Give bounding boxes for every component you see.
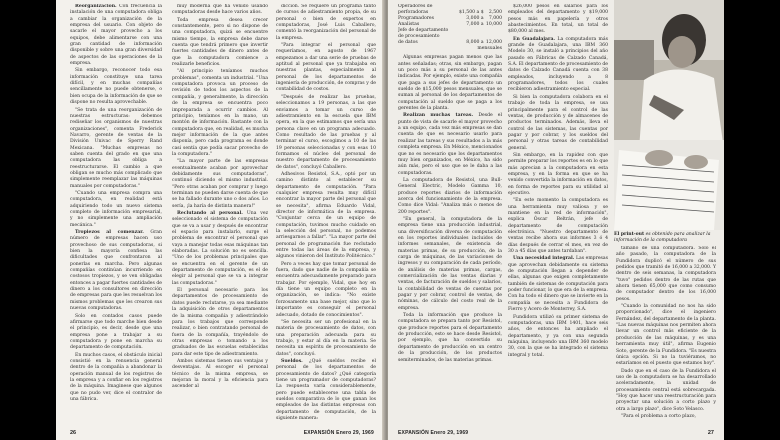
article-paragraph: [70, 314, 162, 352]
article-paragraph: [508, 37, 608, 94]
paragraph-text: muy moderna que ha venido usando computadoras desde hace varios años.: [172, 4, 268, 16]
salary-cell: Operadores de: [398, 4, 433, 9]
paragraph-text: ¿Qué sueldos recibe el personal de los departamentos de procesamiento de datos? ¿Qué categoría tiene un programador de computadoras? La respuesta varía considerablemente, pero puede establecerse una tabla de sueldos comparativa de lo que ganan los empleados de las distintas empresas con departamento de computación, de la siguiente manera:: [276, 358, 376, 421]
article-paragraph: [172, 159, 268, 210]
salary-cell: 3,000 a: [466, 16, 484, 21]
article-paragraph: [508, 95, 608, 152]
article-paragraph: [616, 369, 716, 413]
article-paragraph: [70, 4, 162, 67]
right-column-3: [616, 246, 716, 422]
paragraph-text: En muchos casos, el obstáculo inicial consistió en la renuencia general dentro de la compañía a abandonar la operación manual de los registros de la empresa y a confiar en los registros de la máquina. Imaginese que algunos que no pudo ver, dice el contralor de una fábrica.: [70, 352, 162, 402]
left-column-3: [276, 4, 376, 422]
article-paragraph: [172, 288, 268, 358]
article-paragraph: [508, 315, 608, 359]
caption-title: El print-out: [614, 232, 645, 237]
article-paragraph: [70, 353, 162, 404]
paragraph-text: Toda la información que produce la computadora se prepara tanto por Resistol, que produce reportes para el departamento de producción, esto se hace desde Resistol, por ejemplo, que ha convertido su departamento de producción en un centro de la producción, de los productos semiterminados, de las materias primas.: [398, 313, 502, 363]
left-page-number: 26: [70, 430, 77, 436]
paragraph-text: dicción. Se requiere un programa tanto de cursos de adiestramiento propia, de su personal o bien de expertos en computadoras, José Luis Caballero, comentó la reorganización del personal de la empresa.: [276, 4, 376, 41]
article-paragraph: [616, 246, 716, 303]
paragraph-text: Ambos sistemas tienen sus ventajas y desventajas. Al escoger el personal técnico de la misma empresa, se mejoran la moral y la eficiencia para ascender al: [172, 358, 268, 390]
salary-cell: Analistas: [398, 22, 420, 27]
paragraph-text: "En general, la computadora de la empresa tiene una producción industrial, una diversificación diversa de computación en los reportes individuales incluidos de informes semanales, de existencia de materias primas, de su producción, de la carga de máquinas, de las variaciones de ingresos y su comparación de cada período, de análisis de materias primas, cargas, comercialización de las ventas diarias y ventas, de facturación de sueldos y salarios, la contabilidad de ventas de cuentas por pagar y por cobrar, control de ventas, de nóminas, de cálculo del costo real de la empresa.: [398, 216, 502, 311]
paragraph-text: Dado que en el caso de la Fundidora el uso de la computadora se ha desarrollado aceleradamente, la unidad de procesamiento central está sobrecargada. "Hoy que hacer una reestructuración para proyectar una solución a corto plazo y otra a largo plazo", dice Soto Velasco.: [616, 368, 716, 412]
salary-cell: Programadores: [398, 16, 435, 21]
article-paragraph: [70, 108, 162, 190]
article-paragraph: [70, 191, 162, 229]
salary-table-note: mensuales: [477, 46, 502, 51]
paragraph-lead: Reclutando al personal.: [177, 211, 247, 216]
salary-cell: 7,000: [488, 16, 502, 21]
salary-cell: de datos: [398, 40, 418, 45]
paragraph-text: Sin embargo, en la rapidez con que permite preparar los reportes es en lo que más aprecian a la computadora en esta empresa, y en la forma en que se ha venido convertida la información en datos, en forma de reportes para su utilidad al ejecutivo.: [508, 152, 608, 196]
paragraph-lead: En Guadalajara.: [513, 36, 558, 42]
article-paragraph: [398, 217, 502, 312]
article-paragraph: [276, 43, 376, 94]
article-paragraph: [508, 256, 608, 313]
article-paragraph: [172, 4, 268, 17]
caption-text: es obtenido para analizar la información de la computadora: [614, 232, 711, 243]
article-paragraph: [398, 113, 502, 176]
photo-caption: [614, 232, 722, 244]
article-paragraph: [70, 230, 162, 312]
paragraph-text: Si bien la computadora colabora en el trabajo de toda la empresa, se usa principalmente para el control de las ventas, de producción y de almacenes de productos terminados. Además, lleva el control de las sistemas, las cuentas por pagar y por cobrar, y los sueldos del personal y otras tareas de contabilidad general.: [508, 94, 608, 151]
left-footer: EXPANSIÓN Enero 29, 1969: [303, 430, 374, 436]
article-paragraph: [398, 55, 502, 112]
article-paragraph: [508, 198, 608, 255]
paragraph-lead: Sueldos.: [281, 358, 310, 364]
paragraph-lead: Tropiezos al comenzar.: [75, 230, 151, 236]
paragraph-lead: Realizan muchas tareas.: [403, 113, 479, 119]
salary-cell: perforadoras: [398, 10, 429, 15]
salary-cell: de procesamiento: [398, 34, 440, 39]
salary-cell: $1,500 a $: [458, 10, 484, 15]
salary-cell: 8,000 a: [466, 40, 484, 45]
paragraph-text: Gran número de empresas hacen uso provechoso de sus computadoras, si bien la mayoría confiesa las dificultades que confrontaron al ponerlas en marcha. Pero algunas compañías continúan incurriendo en costosos tropiezos, y se ven obligadas entonces a pagar fuertes cantidades de dinero a los consultores en dirección de empresas para que les resuelvan los mismos problemas que les crearon sus nuevas computadoras.: [70, 230, 162, 312]
paragraph-text: La computadora de Resistol, una Bull-General Electric, Modelo Gamma 10, produce reportes diarios de información acerca del funcionamiento de la empresa. Como dice Vidal: "Analiza más o menos de 200 reportes".: [398, 177, 502, 215]
article-paragraph: [172, 211, 268, 287]
paragraph-text: "La mayor parte de las empresas eventualmente acaban por aprovechar debidamente sus computadoras", continuó diciendo el mismo industrial. "Pero otras acaban por comprar y luego terminan no pueden darse cuenta de que se ha fallado durante uno o dos años. Lo sería, ¡la haría de distinta manera!": [172, 159, 268, 209]
article-paragraph: [398, 313, 502, 364]
paragraph-text: El personal necesario para los departamentos de procesamiento de datos puede reclutarse, ya sea mediante la adquisición de otros departamentos de la misma compañía y adiestrándolo para los trabajos que corresponde realizar, o bien contratando personal de fuera de la compañía, trayéndolo de otras empresas o tomando a los graduados de las escuelas establecidas para dar este tipo de adiestramiento.: [172, 288, 268, 357]
paragraph-text: Pero a veces hay que tomar personal de fuera, dado que nadie de la compañía se encuentra adecuadamente preparado para trabajar. Por ejemplo, Vidal, que hoy en día tiene un equipo completo en la organización, se indica: "No existe forzosamente una base mejor, sino que lo importante es conseguir el personal adecuado, dotado de conocimientos".: [276, 261, 376, 318]
paragraph-text: "Cuando la comunidad no nos ha sido proporcionado", dice el ingeniero Fernández, del departamento de la planta. "Las nuevas máquinas nos permiten ahora llevar un control más eficiente de la producción de las máquinas, y es una herramienta muy útil", afirma Eugenio Soto, gerente de la Fundidora. "Es nuestra única opción. Si no la tuviéramos, no estaríamos en el puesto que estamos hoy".: [616, 304, 716, 367]
right-column-1: [398, 4, 502, 422]
article-paragraph: [276, 262, 376, 319]
right-page-number: 27: [707, 430, 714, 436]
paragraph-text: "Para integrar el personal que requeríamos, en agosto de 1967 empezamos a dar una serie de pruebas de aptitud al personal que ya trabajaba en nuestras plantas, especialmente al personal de los departamentos de ingeniería de producción, de compras y de contabilidad de costos.: [276, 43, 376, 93]
article-paragraph: [616, 304, 716, 367]
paragraph-text: Adhesivos Resistol, S.A., optó por un camino distinto al establecer su departamento de computación. "Para cualquier empresa resulta muy difícil encontrar la mayor parte del personal que se necesita", afirma Eduardo Vidal, director de informática de la empresa. "Conjuntar cerca de un equipo de computación, tuvimos mucho cuidado en la selección del personal, no podemos arriesgarnos a fallar". "La mayor parte del personal de programación fue reclutado entre todas las áreas de la empresa, y algunos vinieron del Instituto Politécnico.": [276, 171, 376, 260]
article-paragraph: [508, 153, 608, 197]
paragraph-text: Toda empresa desea crecer constantemente, pero si no dispone de una computadora, quizá se encuentre mismo tiempo, la empresa debe darse cuenta que tendrá primero que invertir fuertes cantidades de dinero antes de que la computadora comience a realizarle beneficios.: [172, 17, 268, 68]
article-paragraph: [276, 359, 376, 422]
article-paragraph: [616, 414, 716, 420]
article-paragraph: [172, 18, 268, 69]
paragraph-text: Desde el punto de vista de sacarle el mayor provecho a un equipo, cada vez más empresas se dan cuenta de que es necesario usarlo para realizar las tareas y sus resultados a la más completa empresa. En México, mencionados que no es necesario que los departamentos muy bien organizados, en México, ha sido aún más, pero el uso que se le daba a las computadoras.: [398, 113, 502, 176]
paragraph-text: Con frecuencia la instalación de una computadora obliga a cambiar la organización de la empresa del usuario. Con objeto de sacarle el mayor provecho a los equipos, debe alimentarse con una gran cantidad de información disponible y sobre una gran diversidad de aspectos de las operaciones de la empresa.: [70, 4, 162, 67]
article-paragraph: [172, 69, 268, 158]
paragraph-text: Una vez seleccionado el sistema de computación que se va a usar y después de encontrar el espacio para instalarlo, surge el problema de encontrar el personal que vaya a manejar todas esas máquinas tan elaboradas. La solución no es sencilla. "Uno de los problemas principales que se encuentra en el gerente de un departamento de computación, es el de elegir al personal que se va a integrar las computadoras.": [172, 211, 268, 286]
paragraph-text: Solo en contados casos puede afirmarse que todo marche bien desde el principio, es decir, desde que una empresa pone a trabajar a su computadora y pone en marcha su departamento de computación.: [70, 313, 162, 351]
salary-cell: 7,000 a: [466, 22, 484, 27]
article-paragraph: [276, 95, 376, 171]
paragraph-text: $26,000 pesos en salarios para los empleados del departamento y $19,000 pesos más en papelería y otros abastecimientos. En total, un total de $80,000 al mes.: [508, 4, 608, 35]
paragraph-text: La computadora más grande de Guadalajara, una IBM 360 Modelo 30, se instaló a principios del año pasado en Fábricas de Calzado Canadá, S.A. El departamento de procesamiento de datos de Calzado Canadá cuenta con 38 empleados, incluyendo a 8 programadores, todos los cuales recibieron adiestramiento especial.: [508, 36, 608, 93]
left-column-1: [70, 4, 162, 422]
article-paragraph: [276, 320, 376, 358]
paragraph-text: Sin embargo, reconocer todo esa información constituye una tarea difícil, y en muchas compañías sencillamente no puede obtenerse, o bien ocupa de la información de que se dispone no resulta aprovechable.: [70, 68, 162, 106]
article-paragraph: [276, 172, 376, 261]
paragraph-text: "Para el problema a corto plazo,: [621, 413, 696, 419]
salary-table: [398, 4, 502, 46]
article-paragraph: [398, 178, 502, 216]
article-paragraph: [172, 359, 268, 391]
salary-cell: 2,500: [488, 10, 502, 15]
paragraph-lead: Reorganización.: [75, 4, 120, 9]
paragraph-text: "Se trata de una reorganización de nuestras estructuras: debemos rediseñar los organismos de nuestras organizaciones", comenta Frederick Navarro, gerente de ventas de la División Univac de Sperry Rand Mexicana. "Muchas empresas no saben cuenta del grado en que una computadora las obliga a reestructurarse. El cambio a que obligan se mucho más complicado que simplemente reemplazar las máquinas manuales por computadoras.": [70, 107, 162, 189]
paragraph-text: Algunas empresas pagan menos que las antes señaladas; otras, sin embargo, pagan un poco más a su personal de las antes indicadas. Por ejemplo, existe una compañía que paga a sus jefes de departamento un sueldo de $15,000 pesos mensuales, que se suman al personal de los departamentos de computación al sueldo que se paga a los gerentes de la planta.: [398, 55, 502, 112]
salary-cell: 10,000: [485, 22, 502, 27]
paragraph-text: "Se necesita ser un profesional en la materia de procesamiento de datos, con una preparación adecuada para su trabajo, y estar al día en la materia. Se necesita un espíritu de procesamiento de datos", concluyó.: [276, 319, 376, 357]
left-column-2: [172, 4, 268, 422]
paragraph-text: "En este momento la computadora es una herramienta muy valiosa y se mantiene en la red de información", explica Óscar Beltrán, jefe de departamento de computación electrónica. "Nuestro departamento de ventas recibe ahora sus informes 3 ó 4 días después de cerrar el mes, en vez de 30 a 45 días que antes tardaban".: [508, 198, 608, 255]
right-footer: EXPANSIÓN Enero 29, 1969: [398, 430, 469, 436]
salary-cell: 12,000: [485, 40, 502, 45]
computer-operator-photo: [614, 0, 724, 230]
paragraph-text: "Al principio teníamos muchos problemas", comenta un industrial. "Una computadora provoca un proceso de revisión de todos los aspectos de la compañía, y generalmente, la dirección de la empresa se encuentra poco impreparada a ocurrir cambios. Al principio, teníamos en la mano, un montón de información. Bastante con la computadora que, en realidad, es mucha mejor información de la que antes disponía, pero cada programa es donde casi sentía que podía sacar provecho de la computadora.": [172, 69, 268, 157]
paragraph-text: "Cuando una empresa compra una computadora, en realidad está adquiriendo todo un nuevo sistema completo de información empresarial, y no simplemente una ampliación mecánica.": [70, 190, 162, 228]
paragraph-lead: Una necesidad integral.: [513, 256, 576, 262]
salary-cell: Jefe de departamento: [398, 28, 449, 33]
left-magazine-page: [56, 0, 386, 440]
right-magazine-page: [388, 0, 724, 440]
article-paragraph: [276, 4, 376, 42]
paragraph-text: Fundidora utilizó su primer sistema de computadoras, una IBM 1401, hace seis años, de entonces ha ampliado el departamento, y ya con una segunda máquina, incluyendo una IBM 360 modelo 30, con la que se ha integrado el sistema integral y total.: [508, 314, 608, 358]
paragraph-text: Las empresas que aprovechan debidamente su sistema de computación llegan a depender de ellas, algunas que exigen completamente también de sistemas de computación para poder funcionar, lo que era de la empresa. Con ha todo el dinero que se invierte en la compañía se necesita a Fundidora de Fierro y Acero de Monterrey, S.A.: [508, 256, 608, 313]
right-column-2: [508, 4, 608, 422]
article-paragraph: [70, 68, 162, 106]
article-paragraph: [508, 4, 608, 36]
paragraph-text: "Después de realizar las pruebas, seleccionamos a 19 personas, a las que enviamos a tomar un curso de adiestramiento en la escuela que IBM opera, en la que estimamos que sería una persona clave en un programa adecuado. Como resultado de las pruebas y al terminar el curso, escogimos a 10 de las 19 personas seleccionadas y con esas 10 formamos el núcleo del personal de nuestro departamento de procesamiento de datos", concluyó Caballero.: [276, 94, 376, 170]
paragraph-text: tamaño de una computadora. Sólo el año pasado, la computadora de la Fundidora duplicó el número de sus pedidos que tramitó de 16,000 a 32,000. Y dentro de seis semanas, la computadora "tuvo" pedidos dentro de las rutas que ahora tienen 65,000 que como consumo de computador dentro de los 16,000 pesos.: [616, 246, 716, 302]
